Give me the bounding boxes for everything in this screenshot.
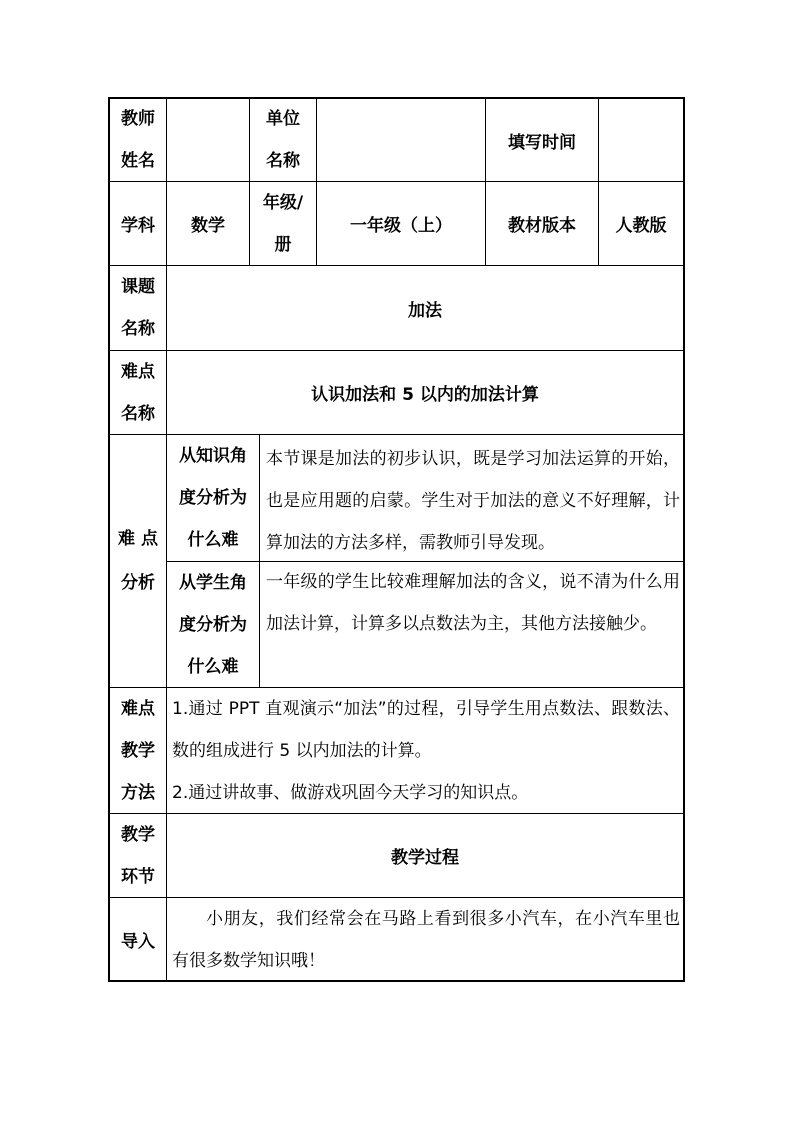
teacher-name-value-cell[interactable] xyxy=(167,99,249,181)
fill-time-value-cell[interactable] xyxy=(599,99,683,181)
knowledge-label-cell xyxy=(167,435,259,561)
grade-label-cell xyxy=(250,182,316,265)
analysis-label-cell xyxy=(110,435,166,687)
table-border-right xyxy=(683,97,685,982)
student-label-cell xyxy=(167,562,259,687)
topic-label-cell xyxy=(110,266,166,350)
unit-name-label-cell xyxy=(250,99,316,181)
teacher-name-label-cell xyxy=(110,99,166,181)
stage-label: 教学环节 xyxy=(121,824,155,887)
method-label: 难点教学方法 xyxy=(121,698,155,803)
textbook-value: 人教版 xyxy=(615,216,667,236)
student-text: 一年级的学生比较难理解加法的含义，说不清为什么用加法计算，计算多以点数法为主，其他方法接触少。 xyxy=(266,572,680,634)
method-label-cell xyxy=(110,688,166,813)
unit-name-label: 单位名称 xyxy=(266,109,300,171)
subject-label: 学科 xyxy=(121,216,155,236)
stage-label-cell xyxy=(110,814,166,897)
unit-name-value-cell[interactable] xyxy=(317,99,485,181)
subject-value: 数学 xyxy=(191,216,225,236)
fill-time-label: 填写时间 xyxy=(508,132,576,153)
col-divider-analysis xyxy=(259,434,260,687)
grade-label: 年级/册 xyxy=(262,192,304,255)
knowledge-label: 从知识角度分析为什么难 xyxy=(179,446,247,550)
process-label: 教学过程 xyxy=(391,848,459,868)
student-label: 从学生角度分析为什么难 xyxy=(179,572,247,677)
teacher-name-label: 教师姓名 xyxy=(121,109,155,171)
topic-label: 课题名称 xyxy=(121,277,155,339)
textbook-label: 教材版本 xyxy=(508,216,576,236)
difficulty-label-cell xyxy=(110,351,166,434)
method-text-1: 1.通过 PPT 直观演示“加法”的过程，引导学生用点数法、跟数法、数的组成进行 5 以内加法的计算。 xyxy=(172,699,680,761)
intro-text: 小朋友，我们经常会在马路上看到很多小汽车，在小汽车里也有很多数学知识哦！ xyxy=(172,909,680,971)
topic-value: 加法 xyxy=(408,300,442,321)
grade-value: 一年级（上） xyxy=(350,216,452,236)
method-text-2: 2.通过讲故事、做游戏巩固今天学习的知识点。 xyxy=(172,783,529,803)
intro-label: 导入 xyxy=(121,931,155,952)
difficulty-label: 难点名称 xyxy=(121,361,155,424)
difficulty-value: 认识加法和 5 以内的加法计算 xyxy=(311,385,539,405)
knowledge-text: 本节课是加法的初步认识，既是学习加法运算的开始，也是应用题的启蒙。学生对于加法的意义不好理解，计算加法的方法多样，需教师引导发现。 xyxy=(266,449,680,553)
analysis-label: 难 点分析 xyxy=(118,529,158,593)
